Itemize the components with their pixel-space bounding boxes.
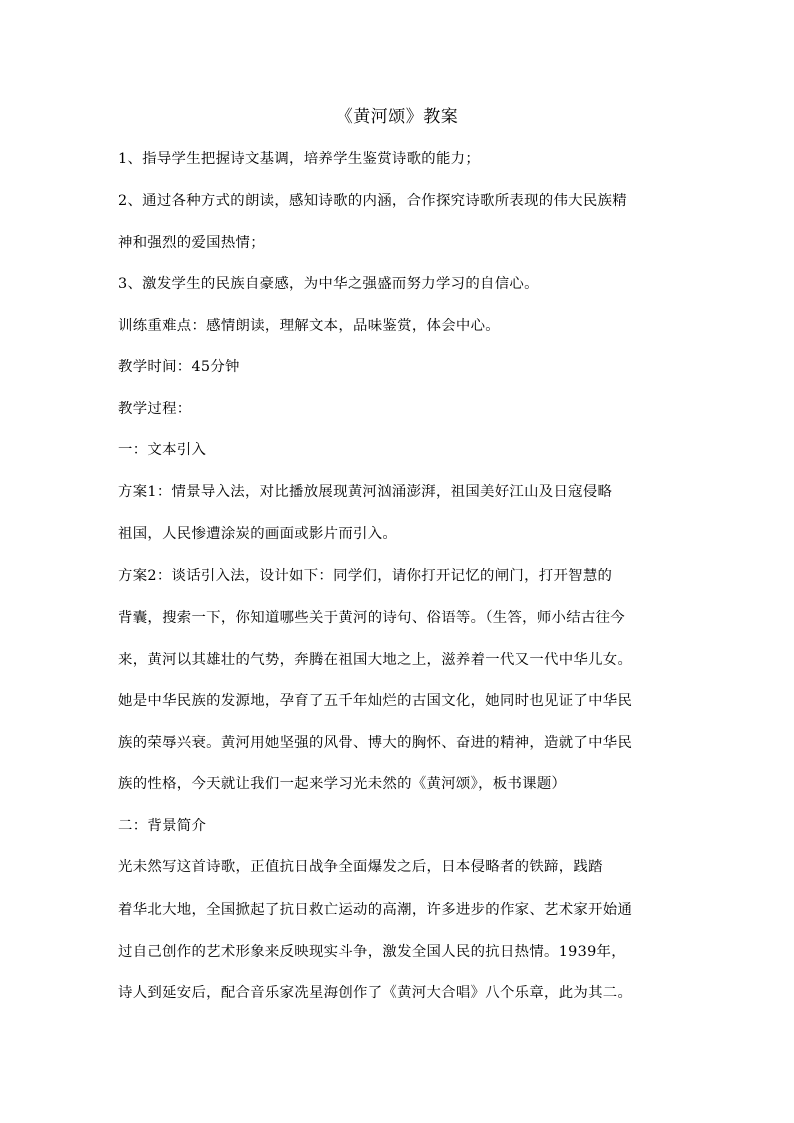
section-heading: 二：背景简介	[118, 818, 207, 834]
teaching-process-heading: 教学过程：	[118, 401, 192, 417]
teaching-time-line: 教学时间：45分钟	[118, 359, 240, 375]
paragraph-line: 着华北大地，全国掀起了抗日救亡运动的高潮，许多进步的作家、艺术家开始通	[118, 902, 633, 918]
objective-line: 3、激发学生的民族自豪感，为中华之强盛而努力学习的自信心。	[118, 276, 539, 292]
paragraph-line: 族的荣辱兴衰。黄河用她坚强的风骨、博大的胸怀、奋进的精神，造就了中华民	[118, 735, 633, 751]
objective-line: 神和强烈的爱国热情；	[118, 235, 265, 251]
objective-line: 2、通过各种方式的朗读，感知诗歌的内涵，合作探究诗歌所表现的伟大民族精	[118, 193, 627, 209]
key-points-line: 训练重难点：感情朗读，理解文本，品味鉴赏，体会中心。	[118, 318, 500, 334]
paragraph-line: 她是中华民族的发源地，孕育了五千年灿烂的古国文化，她同时也见证了中华民	[118, 693, 633, 709]
paragraph-line: 族的性格，今天就让我们一起来学习光未然的《黄河颂》，板书课题）	[118, 776, 567, 792]
paragraph-line: 方案2：谈话引入法，设计如下：同学们，请你打开记忆的闸门，打开智慧的	[118, 568, 613, 584]
section-heading: 一：文本引入	[118, 442, 207, 458]
paragraph-line: 光未然写这首诗歌，正值抗日战争全面爆发之后，日本侵略者的铁蹄，践踏	[118, 859, 603, 875]
paragraph-line: 诗人到延安后，配合音乐家冼星海创作了《黄河大合唱》八个乐章，此为其二。	[118, 985, 633, 1001]
objective-line: 1、指导学生把握诗文基调，培养学生鉴赏诗歌的能力；	[118, 151, 481, 167]
paragraph-line: 过自己创作的艺术形象来反映现实斗争，激发全国人民的抗日热情。1939年，	[118, 944, 626, 960]
paragraph-line: 背囊，搜索一下，你知道哪些关于黄河的诗句、俗语等。（生答，师小结古往今	[118, 610, 625, 626]
paragraph-line: 祖国，人民惨遭涂炭的画面或影片而引入。	[118, 526, 398, 542]
paragraph-line: 方案1：情景导入法，对比播放展现黄河汹涌澎湃，祖国美好江山及日寇侵略	[118, 484, 613, 500]
paragraph-line: 来，黄河以其雄壮的气势，奔腾在祖国大地之上，滋养着一代又一代中华儿女。	[118, 652, 633, 668]
document-title: 《黄河颂》教案	[335, 107, 459, 127]
